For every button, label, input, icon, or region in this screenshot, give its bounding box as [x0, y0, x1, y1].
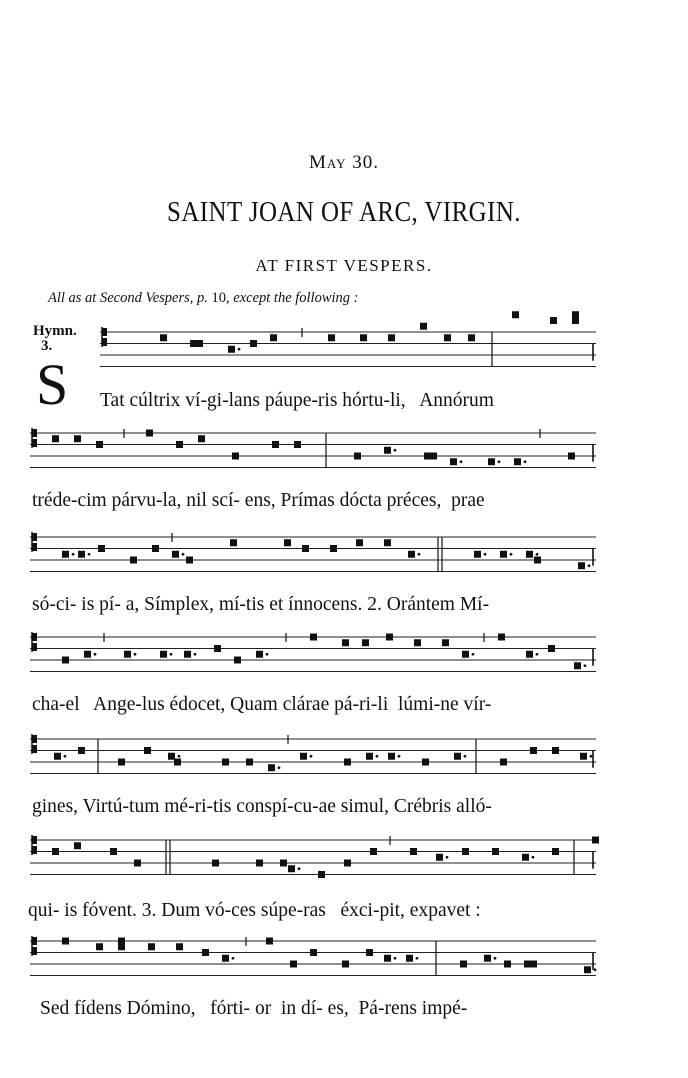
neume-note — [232, 453, 239, 460]
neume-note — [96, 943, 103, 950]
neume-note — [526, 551, 533, 558]
neume-note — [442, 639, 449, 646]
neume-note — [354, 453, 361, 460]
neume-note — [134, 860, 141, 867]
neume-note — [454, 753, 461, 760]
mora-dot — [536, 653, 539, 656]
mora-dot — [178, 755, 181, 758]
neume-note — [580, 753, 587, 760]
mora-dot — [416, 957, 419, 960]
neume-note — [288, 865, 295, 872]
rubric-text-after: , except the following : — [226, 290, 359, 306]
mora-dot — [498, 460, 501, 463]
mora-dot — [590, 755, 593, 758]
neume-note — [310, 634, 317, 641]
neume-note — [578, 562, 585, 569]
neume-note — [328, 334, 335, 341]
neume-note — [522, 854, 529, 861]
mora-dot — [170, 653, 173, 656]
neume-note — [414, 639, 421, 646]
neume-note — [504, 961, 511, 968]
neume-note — [148, 943, 155, 950]
neume-note — [152, 545, 159, 552]
neume-note — [568, 453, 575, 460]
neume-note — [362, 639, 369, 646]
neume-note — [54, 753, 61, 760]
neume-note — [462, 848, 469, 855]
neume-note — [62, 657, 69, 664]
neume-note — [184, 651, 191, 658]
neume-note — [62, 938, 69, 945]
neume-note — [530, 961, 537, 968]
mora-dot — [72, 553, 75, 556]
neume-note — [384, 447, 391, 454]
lyric-line: cha-el Ange-lus édocet, Quam clárae pá-ri-li lúmi-ne vír- — [32, 694, 492, 715]
neume-note — [574, 662, 581, 669]
neume-note — [360, 334, 367, 341]
rubric-text-before: All as at Second Vespers, p. — [48, 290, 208, 306]
mora-dot — [94, 653, 97, 656]
mora-dot — [418, 553, 421, 556]
neume-note — [78, 747, 85, 754]
neume-note — [592, 837, 599, 844]
mora-dot — [278, 766, 281, 769]
neume-note — [160, 334, 167, 341]
neume-note — [214, 645, 221, 652]
neume-note — [572, 311, 579, 318]
neume-note — [552, 747, 559, 754]
neume-note — [96, 441, 103, 448]
neume-note — [246, 759, 253, 766]
neume-note — [498, 634, 505, 641]
neume-note — [172, 551, 179, 558]
mora-dot — [472, 653, 475, 656]
neume-note — [550, 317, 557, 324]
neume-note — [410, 848, 417, 855]
neume-note — [118, 759, 125, 766]
neume-note — [124, 651, 131, 658]
mora-dot — [376, 755, 379, 758]
neume-note — [144, 747, 151, 754]
mora-dot — [310, 755, 313, 758]
neume-note — [384, 955, 391, 962]
neume-note — [202, 949, 209, 956]
mora-dot — [484, 553, 487, 556]
neume-note — [268, 764, 275, 771]
neume-note — [342, 639, 349, 646]
neume-note — [284, 539, 291, 546]
neume-note — [302, 545, 309, 552]
mora-dot — [298, 867, 301, 870]
neume-note — [146, 430, 153, 437]
neume-note — [430, 453, 437, 460]
neume-note — [222, 759, 229, 766]
neume-note — [388, 334, 395, 341]
neume-note — [130, 557, 137, 564]
lyric-line: gines, Virtú-tum mé-ri-tis conspí-cu-ae simul, Crébris alló- — [32, 796, 492, 817]
neume-note — [256, 860, 263, 867]
neume-note — [290, 961, 297, 968]
neume-note — [474, 551, 481, 558]
neume-note — [222, 955, 229, 962]
neume-note — [462, 651, 469, 658]
mora-dot — [532, 856, 535, 859]
neume-note — [514, 458, 521, 465]
neume-note — [484, 955, 491, 962]
mora-dot — [64, 755, 67, 758]
neume-note — [110, 848, 117, 855]
neume-note — [512, 311, 519, 318]
neume-note — [342, 961, 349, 968]
neume-note — [436, 854, 443, 861]
neume-note — [548, 645, 555, 652]
date-month: May — [309, 152, 347, 173]
neume-note — [524, 961, 531, 968]
neume-note — [176, 943, 183, 950]
neume-note — [186, 557, 193, 564]
page-title: SAINT JOAN OF ARC, VIRGIN. — [167, 196, 521, 228]
neume-note — [388, 753, 395, 760]
neume-note — [250, 340, 257, 347]
neume-note — [384, 539, 391, 546]
neume-note — [196, 340, 203, 347]
neume-note — [468, 334, 475, 341]
neume-note — [160, 651, 167, 658]
mora-dot — [182, 553, 185, 556]
mora-dot — [238, 348, 241, 351]
neume-note — [330, 545, 337, 552]
neume-note — [118, 943, 125, 950]
mora-dot — [584, 664, 587, 667]
section-subtitle: AT FIRST VESPERS. — [255, 256, 433, 275]
neume-note — [408, 551, 415, 558]
hymn-label-text: Hymn. — [33, 323, 77, 339]
mora-dot — [446, 856, 449, 859]
neume-note — [176, 441, 183, 448]
neume-note — [318, 871, 325, 878]
neume-note — [74, 435, 81, 442]
neume-note — [584, 966, 591, 973]
neume-note — [256, 651, 263, 658]
neume-note — [74, 842, 81, 849]
neume-note — [552, 848, 559, 855]
mora-dot — [594, 968, 597, 971]
hymn-number: 3. — [41, 338, 53, 354]
mora-dot — [232, 957, 235, 960]
neume-note — [212, 860, 219, 867]
neume-note — [424, 453, 431, 460]
mora-dot — [494, 957, 497, 960]
neume-note — [422, 759, 429, 766]
neume-note — [370, 848, 377, 855]
neume-note — [500, 551, 507, 558]
neume-note — [488, 458, 495, 465]
neume-note — [174, 759, 181, 766]
mora-dot — [394, 957, 397, 960]
neume-note — [356, 539, 363, 546]
neume-note — [270, 334, 277, 341]
neume-note — [280, 860, 287, 867]
neume-note — [366, 949, 373, 956]
mora-dot — [266, 653, 269, 656]
drop-cap-initial: S — [36, 352, 69, 417]
neume-note — [230, 539, 237, 546]
neume-note — [526, 651, 533, 658]
neume-note — [500, 759, 507, 766]
neume-note — [406, 955, 413, 962]
mora-dot — [464, 755, 467, 758]
lyric-line: só-ci- is pí- a, Símplex, mí-tis et ínnocens. 2. Orántem Mí- — [32, 594, 490, 615]
neume-note — [450, 458, 457, 465]
mora-dot — [460, 460, 463, 463]
neume-note — [84, 651, 91, 658]
neume-note — [344, 759, 351, 766]
mora-dot — [524, 460, 527, 463]
lyric-line: tréde-cim párvu-la, nil scí- ens, Prímas dócta préces, prae — [32, 490, 485, 511]
neume-note — [234, 657, 241, 664]
neume-note — [300, 753, 307, 760]
mora-dot — [510, 553, 513, 556]
neume-note — [52, 848, 59, 855]
date-day: 30. — [352, 152, 379, 173]
neume-note — [228, 346, 235, 353]
mora-dot — [194, 653, 197, 656]
neume-note — [190, 340, 197, 347]
neume-note — [310, 949, 317, 956]
neume-note — [460, 961, 467, 968]
mora-dot — [588, 564, 591, 567]
mora-dot — [394, 449, 397, 452]
neume-note — [534, 557, 541, 564]
neume-note — [266, 938, 273, 945]
neume-note — [492, 848, 499, 855]
mora-dot — [134, 653, 137, 656]
neume-note — [168, 753, 175, 760]
neume-note — [98, 545, 105, 552]
neume-note — [52, 435, 59, 442]
neume-note — [78, 551, 85, 558]
neume-note — [366, 753, 373, 760]
neume-note — [272, 441, 279, 448]
lyric-line: Sed fídens Dómino, fórti- or in dí- es, Pá-rens impé- — [40, 998, 468, 1019]
mora-dot — [398, 755, 401, 758]
neume-note — [344, 860, 351, 867]
mora-dot — [536, 553, 539, 556]
neume-note — [386, 634, 393, 641]
lyric-line: qui- is fóvent. 3. Dum vó-ces súpe-ras éxci-pit, expavet : — [28, 900, 481, 921]
rubric-page-number: 10 — [211, 290, 227, 306]
neume-note — [444, 334, 451, 341]
lyric-line: Tat cúltrix ví-gi-lans páupe-ris hórtu-li, Annórum — [100, 390, 494, 411]
neume-note — [294, 441, 301, 448]
neume-note — [530, 747, 537, 754]
neume-note — [62, 551, 69, 558]
mora-dot — [88, 553, 91, 556]
neume-note — [420, 323, 427, 330]
neume-note — [198, 435, 205, 442]
